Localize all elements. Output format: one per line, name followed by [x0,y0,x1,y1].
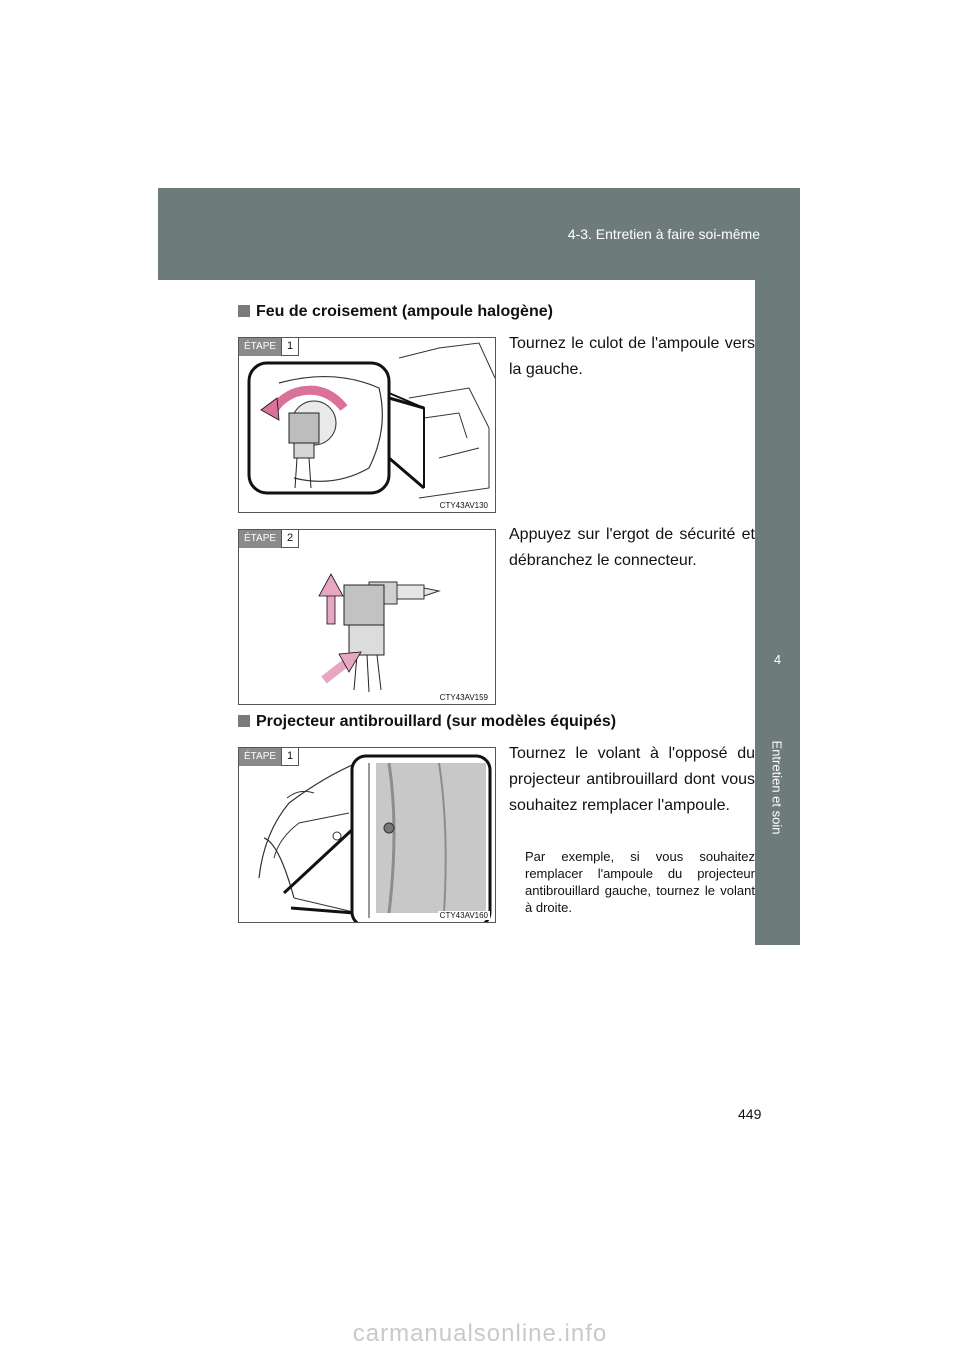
step-instruction-text: Tournez le culot de l'ampoule vers la gauche. [509,335,755,378]
step-note-text: Par exemple, si vous souhaitez remplacer l'ampoule du projecteur antibrouillard gauche, tournez le volant à droite. [525,849,755,915]
chapter-header [158,188,800,280]
chapter-title: 4-3. Entretien à faire soi-même [567,226,760,242]
figure-step2-connector: ÉTAPE 2 CTY43AV159 [238,529,496,705]
figure-step1-fog-light: ÉTAPE 1 CTY43AV160 [238,747,496,923]
step-instruction-text: Tournez le volant à l'opposé du projecteur antibrouillard dont vous souhaitez remplacer l'ampoule. [509,745,755,814]
step-badge: ÉTAPE 1 [239,338,299,356]
square-bullet-icon [238,715,250,727]
bulb-connector-illustration [239,530,495,704]
step-badge: ÉTAPE 2 [239,530,299,548]
step-instruction-text: Appuyez sur l'ergot de sécurité et débranchez le connecteur. [509,526,755,569]
car-wheel-illustration [239,748,495,922]
step-badge: ÉTAPE 1 [239,748,299,766]
chapter-label: Entretien et soin [769,740,785,835]
page-number: 449 [738,1106,762,1122]
figure-step1-low-beam: ÉTAPE 1 CTY43AV130 [238,337,496,513]
watermark: carmanualsonline.info [352,1320,608,1347]
section-heading-fog-light: Projecteur antibrouillard (sur modèles équipés) [238,713,616,731]
headlight-bulb-illustration [239,338,495,512]
chapter-side-tab [755,280,800,945]
section-heading-low-beam: Feu de croisement (ampoule halogène) [238,303,553,321]
square-bullet-icon [238,305,250,317]
chapter-number: 4 [773,652,782,667]
